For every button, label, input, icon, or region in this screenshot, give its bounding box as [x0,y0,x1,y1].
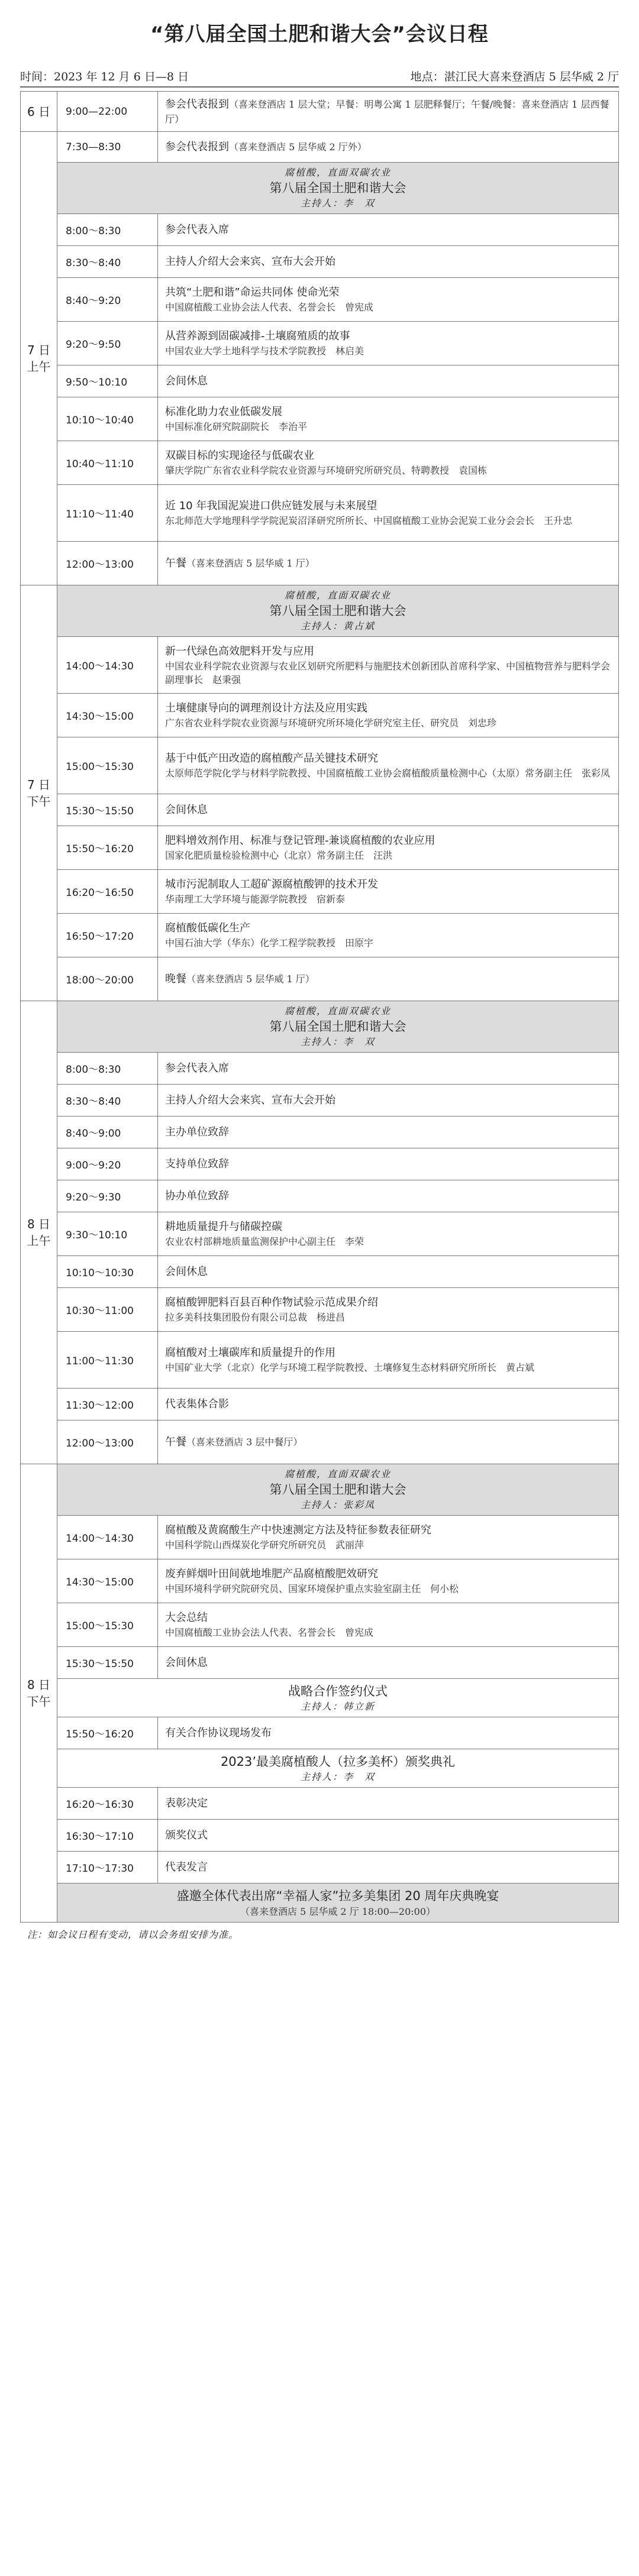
table-row [21,1085,619,1117]
item-title: 主持人介绍大会来宾、宣布大会开始 [165,255,335,268]
time-cell: 14:00～14:30 [57,1516,158,1559]
day-label-8am [21,1001,57,1464]
session-host: 主持人：李 双 [300,1771,375,1782]
content-cell [158,1852,619,1884]
time-cell: 18:00～20:00 [57,957,158,1001]
table-row [21,694,619,737]
item-detail: （喜来登酒店 5 层华威 1 厅） [186,973,315,985]
item-detail: 太原师范学院化学与材料学院教授、中国腐植酸工业协会腐植酸质量检测中心（太原）常务副主任 张彩凤 [165,768,611,779]
item-detail: 中国农业科学院农业资源与农业区划研究所肥料与施肥技术创新团队首席科学家、中国植物营养与肥料学会副理事长 赵秉强 [165,660,611,685]
item-title: 腐植酸低碳化生产 [165,922,250,934]
day-label-8pm [21,1464,57,1923]
session-header [57,1001,619,1053]
table-row [21,1559,619,1603]
table-row [21,737,619,794]
session-host: 主持人：李 双 [300,198,375,209]
item-title: 有关合作协议现场发布 [165,1726,272,1739]
day-label-date: 7 日 [27,343,51,357]
item-title: 从营养源到固碳减排-土壤腐殖质的故事 [165,330,350,342]
session-host: 主持人：黄占斌 [300,620,375,632]
table-row [21,957,619,1001]
info-bar [20,68,619,86]
content-cell [158,870,619,914]
session-header [57,1464,619,1516]
content-cell [158,1788,619,1820]
item-title: 代表集体合影 [165,1397,229,1410]
item-title: 会间休息 [165,1656,208,1669]
time-cell: 14:30～15:00 [57,1559,158,1603]
divider [20,86,619,88]
time-cell: 8:30～8:40 [57,1085,158,1117]
day-label-period: 上午 [27,1234,51,1248]
item-title: 午餐 [165,1435,186,1448]
item-detail: 拉多美科技集团股份有限公司总裁 杨进昌 [165,1312,346,1323]
item-title: 腐植酸钾肥料百县百种作物试验示范成果介绍 [165,1296,378,1309]
table-row [21,322,619,365]
item-detail: （喜来登酒店 5 层华威 1 厅） [186,557,315,569]
table-row [21,1212,619,1256]
content-cell [158,637,619,694]
item-title: 共筑“土肥和谐”命运共同体 使命光荣 [165,286,340,299]
time-cell: 12:00～13:00 [57,1420,158,1464]
session-name: 战略合作签约仪式 [288,1684,388,1698]
day-label-date: 7 日 [27,778,51,792]
time-cell: 15:50～16:20 [57,1717,158,1749]
day-label-lines [21,776,57,810]
event-venue: 地点：湛江民大喜来登酒店 5 层华威 2 厅 [410,70,619,83]
item-title: 参会代表入席 [165,1062,229,1075]
time-cell: 8:40～9:00 [57,1117,158,1148]
time-cell: 15:50～16:20 [57,826,158,870]
session-name: 盛邀全体代表出席“幸福人家”拉多美集团 20 周年庆典晚宴 [176,1889,499,1903]
content-cell [158,132,619,163]
content-cell [158,1820,619,1852]
item-detail: 华南理工大学环境与能源学院教授 宿新泰 [165,894,346,905]
session-header [57,163,619,214]
item-title: 近 10 年我国泥炭进口供应链发展与未来展望 [165,500,377,512]
content-cell [158,1389,619,1420]
item-detail: （喜来登酒店 5 层华威 2 厅 18:00—20:00） [240,1906,435,1917]
day-label-period: 上午 [27,360,51,374]
content-cell [158,1717,619,1749]
table-row [21,1749,619,1788]
item-title: 颁奖仪式 [165,1829,208,1842]
item-detail: 中国腐植酸工业协会法人代表、名誉会长 曾宪成 [165,1627,374,1638]
time-cell: 10:10～10:40 [57,397,158,441]
table-row [21,1788,619,1820]
content-cell [158,322,619,365]
content-cell [158,1053,619,1085]
content-cell [158,1180,619,1212]
content-cell [158,365,619,397]
time-cell: 16:50～17:20 [57,914,158,957]
item-detail: 农业农村部耕地质量监测保护中心副主任 李荣 [165,1236,364,1247]
time-cell: 9:00—22:00 [57,92,158,132]
table-row [21,826,619,870]
item-detail: 中国腐植酸工业协会法人代表、名誉会长 曾宪成 [165,302,374,313]
item-title: 新一代绿色高效肥料开发与应用 [165,645,314,658]
item-title: 城市污泥制取人工超矿源腐植酸钾的技术开发 [165,878,378,891]
gala-banner [57,1884,619,1923]
time-cell: 15:00～15:30 [57,1603,158,1647]
table-row [21,1001,619,1053]
content-cell [158,1516,619,1559]
table-row [21,794,619,826]
content-cell [158,957,619,1001]
content-cell [158,278,619,322]
table-row [21,1148,619,1180]
item-detail: 肇庆学院广东省农业科学院农业资源与环境研究所研究员、特聘教授 袁国栋 [165,465,488,476]
time-cell: 10:10～10:30 [57,1256,158,1288]
item-detail: 中国科学院山西煤炭化学研究所研究员 武丽萍 [165,1539,364,1551]
content-cell [158,694,619,737]
item-title: 腐植酸及黄腐酸生产中快速测定方法及特征参数表征研究 [165,1524,431,1536]
time-cell: 11:30～12:00 [57,1389,158,1420]
content-cell [158,1288,619,1332]
time-cell: 9:30～10:10 [57,1212,158,1256]
session-slogan: 腐植酸，直面双碳农业 [284,1005,391,1017]
time-cell: 10:40～11:10 [57,441,158,485]
content-cell [158,737,619,794]
time-cell: 15:30～15:50 [57,794,158,826]
item-title: 参会代表报到 [165,98,229,111]
time-cell: 9:00～9:20 [57,1148,158,1180]
item-title: 晚餐 [165,972,186,985]
time-cell: 17:10～17:30 [57,1852,158,1884]
table-row [21,246,619,278]
session-name: 第八届全国土肥和谐大会 [269,181,406,195]
page-title: “第八届全国土肥和谐大会”会议日程 [150,22,489,46]
table-row [21,397,619,441]
item-title: 会间休息 [165,1265,208,1278]
table-row [21,1603,619,1647]
table-row [21,1256,619,1288]
content-cell [158,794,619,826]
item-title: 主办单位致辞 [165,1125,229,1138]
table-row [21,1679,619,1717]
table-row [21,1852,619,1884]
item-detail: 中国矿业大学（北京）化学与环境工程学院教授、土壤修复生态材料研究所所长 黄占斌 [165,1362,535,1373]
item-title: 标准化助力农业低碳发展 [165,406,282,418]
table-row [21,914,619,957]
table-row [21,542,619,585]
table-row [21,441,619,485]
content-cell [158,1117,619,1148]
content-cell [158,1212,619,1256]
time-cell: 14:00～14:30 [57,637,158,694]
time-cell: 14:30～15:00 [57,694,158,737]
table-row [21,1464,619,1516]
day-label-lines [21,1216,57,1249]
table-row [21,585,619,637]
item-detail: （喜来登酒店 1 层大堂；早餐：明粤公寓 1 层肥释餐厅；午餐/晚餐：喜来登酒店 1 层西餐厅） [165,99,609,125]
item-title: 参会代表报到 [165,140,229,153]
session-name: 第八届全国土肥和谐大会 [269,1483,406,1497]
item-title: 午餐 [165,556,186,569]
table-row [21,1389,619,1420]
table-row [21,1647,619,1679]
content-cell [158,1603,619,1647]
item-detail: 中国农业大学土地科学与技术学院教授 林启美 [165,345,364,357]
time-cell: 8:00～8:30 [57,214,158,246]
item-detail: （喜来登酒店 5 层华威 2 厅外） [229,141,367,153]
table-row [21,214,619,246]
item-title: 表彰决定 [165,1797,208,1810]
table-row [21,163,619,214]
day-label-date: 8 日 [27,1217,51,1231]
item-detail: 广东省农业科学院农业资源与环境研究所环境化学研究室主任、研究员 刘忠珍 [165,717,497,729]
item-title: 基于中低产田改造的腐植酸产品关键技术研究 [165,752,378,765]
footnote: 注：如会议日程有变动，请以会务组安排为准。 [27,1929,239,1940]
table-row [21,1053,619,1085]
item-title: 支持单位致辞 [165,1157,229,1170]
day-label-lines [21,342,57,375]
table-row [21,485,619,542]
session-host: 主持人：李 双 [300,1036,375,1047]
day-label-7am [21,132,57,585]
item-detail: 中国环境科学研究院研究员、国家环境保护重点实验室副主任 何小松 [165,1583,459,1594]
time-cell: 7:30—8:30 [57,132,158,163]
content-cell [158,92,619,132]
session-name: 第八届全国土肥和谐大会 [269,604,406,618]
time-cell: 16:20～16:30 [57,1788,158,1820]
content-cell [158,542,619,585]
content-cell [158,1148,619,1180]
time-cell: 12:00～13:00 [57,542,158,585]
item-title: 会间休息 [165,803,208,816]
item-title: 耕地质量提升与储碳控碳 [165,1221,282,1233]
item-title: 双碳目标的实现途径与低碳农业 [165,449,314,462]
time-cell: 9:20～9:30 [57,1180,158,1212]
time-cell: 10:30～11:00 [57,1288,158,1332]
item-detail: （喜来登酒店 3 层中餐厅） [186,1436,303,1448]
content-cell [158,246,619,278]
content-cell [158,1332,619,1389]
table-row [21,278,619,322]
time-cell: 8:00～8:30 [57,1053,158,1085]
session-header [57,585,619,637]
session-slogan: 腐植酸，直面双碳农业 [284,590,391,601]
time-cell: 11:00～11:30 [57,1332,158,1389]
table-row [21,637,619,694]
session-name: 2023’最美腐植酸人（拉多美杯）颁奖典礼 [220,1755,456,1769]
content-cell [158,1647,619,1679]
content-cell [158,1420,619,1464]
session-host: 主持人：韩立新 [300,1701,375,1712]
table-row [21,1332,619,1389]
item-title: 会间休息 [165,374,208,387]
day-label-period: 下午 [27,794,51,808]
content-cell [158,485,619,542]
table-row [21,1117,619,1148]
table-row [21,1820,619,1852]
table-row [21,1288,619,1332]
content-cell [158,826,619,870]
event-time: 时间：2023 年 12 月 6 日—8 日 [20,70,189,83]
content-cell [158,1085,619,1117]
signing-header [57,1679,619,1717]
schedule-table [20,91,619,1923]
content-cell [158,397,619,441]
time-cell: 16:30～17:10 [57,1820,158,1852]
table-row [21,365,619,397]
day-label-period: 下午 [27,1694,51,1708]
item-title: 参会代表入席 [165,223,229,236]
content-cell [158,214,619,246]
day-label-6: 6 日 [21,92,57,132]
item-title: 大会总结 [165,1611,208,1624]
time-cell: 15:30～15:50 [57,1647,158,1679]
time-cell: 16:20～16:50 [57,870,158,914]
time-cell: 9:20～9:50 [57,322,158,365]
item-title: 代表发言 [165,1860,208,1873]
day-label-7pm [21,585,57,1001]
session-host: 主持人：张彩凤 [300,1499,375,1510]
table-row [21,132,619,163]
item-title: 肥料增效剂作用、标准与登记管理-兼谈腐植酸的农业应用 [165,834,435,847]
item-title: 土壤健康导向的调理剂设计方法及应用实践 [165,702,367,714]
item-detail: 中国石油大学（华东）化学工程学院教授 田原宇 [165,937,374,949]
item-detail: 国家化肥质量检验检测中心（北京）常务副主任 汪洪 [165,850,393,861]
award-header [57,1749,619,1788]
time-cell: 11:10～11:40 [57,485,158,542]
session-slogan: 腐植酸，直面双碳农业 [284,1468,391,1480]
table-row [21,1884,619,1923]
session-slogan: 腐植酸，直面双碳农业 [284,167,391,178]
item-detail: 中国标准化研究院副院长 李治平 [165,421,308,432]
item-detail: 东北师范大学地理科学学院泥炭沼泽研究所所长、中国腐植酸工业协会泥炭工业分会会长 王升忠 [165,515,573,526]
table-row [21,1717,619,1749]
time-cell: 8:40～9:20 [57,278,158,322]
day-label-date: 8 日 [27,1678,51,1692]
content-cell [158,914,619,957]
time-cell: 8:30～8:40 [57,246,158,278]
table-row [21,1420,619,1464]
item-title: 协办单位致辞 [165,1189,229,1202]
session-name: 第八届全国土肥和谐大会 [269,1020,406,1034]
item-title: 废弃鲜烟叶田间就地堆肥产品腐植酸肥效研究 [165,1568,378,1580]
time-cell: 15:00～15:30 [57,737,158,794]
table-row [21,1180,619,1212]
item-title: 腐植酸对土壤碳库和质量提升的作用 [165,1347,335,1359]
item-title: 主持人介绍大会来宾、宣布大会开始 [165,1093,335,1106]
time-cell: 9:50～10:10 [57,365,158,397]
day-label-lines [21,1677,57,1710]
table-row [21,1516,619,1559]
content-cell [158,441,619,485]
table-row [21,870,619,914]
content-cell [158,1559,619,1603]
content-cell [158,1256,619,1288]
table-row [21,92,619,132]
